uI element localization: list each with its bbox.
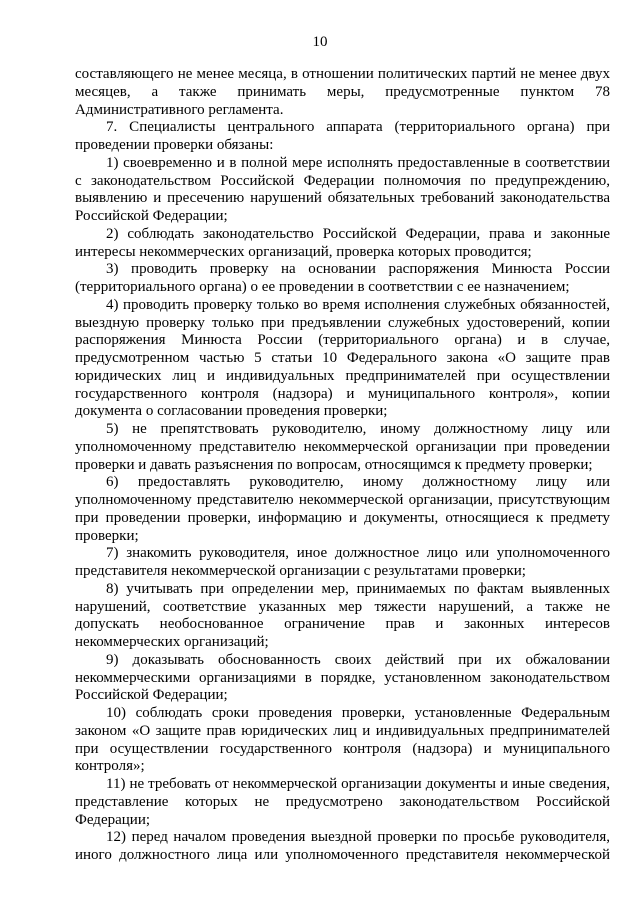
text-line: при осуществлении государственного контроля (надзора) и муниципального (75, 740, 610, 757)
text-line: 10) соблюдать сроки проведения проверки, установленные Федеральным (106, 705, 610, 721)
text-line: 9) доказывать обоснованность своих действий при их обжаловании (106, 651, 610, 668)
text-line: составляющего не менее месяца, в отношении политических партий не менее двух (75, 66, 610, 82)
text-line: Административного регламента. (75, 101, 284, 118)
text-line: 2) соблюдать законодательство Российской Федерации, права и законные (106, 225, 610, 242)
text-line: предусмотренном частью 5 статьи 10 Федерального закона «О защите прав (75, 350, 610, 366)
text-line: некоммерческих организаций; (75, 634, 269, 650)
text-line: распоряжения Минюста России (территориального органа) и в случае, (75, 332, 610, 349)
text-line: Федерации; (75, 811, 151, 828)
text-line: 5) не препятствовать руководителю, иному должностному лицу или (106, 421, 610, 437)
text-line: некоммерческими организациями в порядке, установленном законодательством (75, 669, 610, 686)
text-line: 11) не требовать от некоммерческой организации документы и иные сведения, (106, 776, 610, 792)
text-line: иного должностного лица или уполномоченного представителя некоммерческой (75, 847, 610, 863)
text-line: 6) предоставлять руководителю, иному должностному лицу или (106, 474, 610, 491)
text-line: Российской Федерации; (75, 687, 228, 704)
text-line: интересы некоммерческих организаций, проверка которых проводится; (75, 243, 532, 260)
text-line: 7. Специалисты центрального аппарата (территориального органа) при (106, 119, 610, 136)
text-line: выездную проверку только при предъявлении служебных удостоверений, копии (75, 314, 610, 331)
text-line: проверки; (75, 527, 139, 544)
text-line: выявлению и пресечению нарушений обязательных требований законодательства (75, 190, 610, 207)
text-line: 8) учитывать при определении мер, принимаемых по фактам выявленных (106, 580, 610, 597)
text-line: проведении проверки обязаны: (75, 137, 274, 153)
text-line: государственного контроля (надзора) и муниципального контроля», копии (75, 385, 610, 402)
text-line: представителя некоммерческой организации с результатами проверки; (75, 563, 526, 579)
text-line: при проведении проверки, информацию и документы, относящиеся к предмету (75, 509, 610, 526)
text-line: законом «О защите прав юридических лиц и индивидуальных предпринимателей (75, 722, 610, 739)
text-line: (территориального органа) о ее проведении в соответствии с ее назначением; (75, 279, 570, 295)
text-line: 7) знакомить руководителя, иное должностное лицо или уполномоченного (106, 545, 610, 562)
text-line: 3) проводить проверку на основании распоряжения Минюста России (106, 261, 610, 278)
page-number: 10 (312, 34, 328, 50)
text-line: юридических лиц и индивидуальных предпринимателей при осуществлении (75, 367, 610, 384)
text-line: 12) перед началом проведения выездной проверки по просьбе руководителя, (106, 829, 610, 846)
text-line: документа о согласовании проведения проверки; (75, 403, 388, 420)
text-line: 1) своевременно и в полной мере исполнять предоставленные в соответствии (106, 154, 610, 171)
text-line: уполномоченному представителю некоммерческой организации, присутствующим (75, 492, 610, 508)
text-line: уполномоченному представителю некоммерческой организации при проведении (75, 438, 610, 455)
text-line: представление которых не предусмотрено законодательством Российской (75, 793, 610, 810)
text-line: 4) проводить проверку только во время исполнения служебных обязанностей, (106, 296, 610, 313)
text-line: проверки и давать разъяснения по вопросам, относящимся к предмету проверки; (75, 456, 593, 473)
text-line: Российской Федерации; (75, 208, 228, 224)
text-line: месяцев, а также принимать меры, предусмотренные пунктом 78 (75, 83, 610, 100)
text-line: с законодательством Российской Федерации полномочия по предупреждению, (75, 172, 610, 189)
text-line: контроля»; (75, 758, 145, 775)
document-body (75, 66, 610, 865)
text-line: нарушений, соответствие указанных мер тяжести нарушений, а также не (75, 598, 610, 615)
text-line: допускать необоснованное ограничение прав и законных интересов (75, 616, 610, 633)
